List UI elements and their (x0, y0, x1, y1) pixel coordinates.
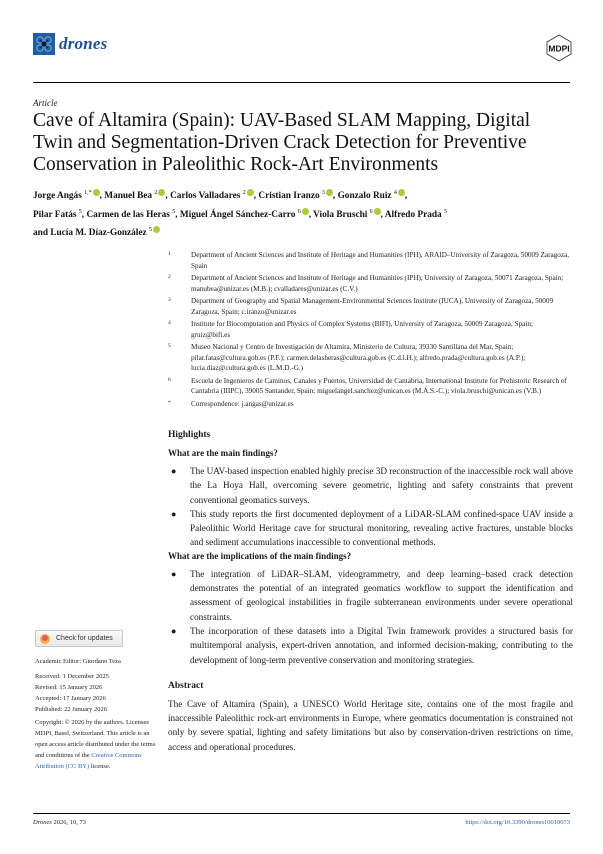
affiliation-number: 2 (168, 274, 171, 280)
author-separator: , (404, 191, 408, 202)
orcid-icon[interactable] (326, 189, 333, 196)
affiliation-number: 6 (168, 376, 171, 383)
author-separator: , (81, 209, 87, 220)
author-separator: , (175, 209, 180, 220)
abstract-heading: Abstract (168, 680, 204, 691)
orcid-icon[interactable] (302, 208, 309, 215)
footer-divider (33, 813, 570, 814)
article-info-sidebar (35, 656, 163, 772)
copyright-notice: Copyright: © 2026 by the authors. Licensee MDPI, Basel, Switzerland. This article is an open access article distributed under the terms and conditions of the Creative Commons Attribution (CC BY) license. (35, 719, 156, 770)
doi-link[interactable]: https://doi.org/10.3390/drones10010073 (465, 819, 570, 826)
author-name: Cristian Iranzo (258, 191, 320, 202)
author-affiliation-marker: 4 (393, 190, 397, 196)
affiliation-text: Correspondence: j.angas@unizar.es (191, 399, 294, 408)
orcid-icon[interactable] (93, 189, 100, 196)
affiliation-item (168, 399, 573, 410)
author-name: Carlos Valladares (170, 191, 241, 202)
orcid-icon[interactable] (153, 226, 160, 233)
author-affiliation-marker: 5 (78, 208, 82, 215)
author-affiliation-marker: 5 (172, 208, 176, 215)
affiliation-text: Department of Ancient Sciences and Institute of Heritage and Humanities (IPH), University of Zaragoza, 50071 Zaragoza, Spain; manubea@unizar.es (M.B.); cvalladares@unizar.es (C.V.) (191, 274, 564, 293)
header-divider (33, 82, 570, 83)
list-item: ● The integration of LiDAR–SLAM, videogrammetry, and deep learning–based crack detection demonstrates the potential of an integrated geomatics workflow to support the identification and assessment of geological instabilities in fragile subterranean environments under severe operational constraints. (171, 568, 573, 622)
affiliation-text: Museo Nacional y Centro de Investigación de Altamira, Ministerio de Cultura, 39330 Santillana del Mar, Spain; pilar.fatas@cultura.gob.es (P.F.); carmen.delasheras@cultura.gob.es (C.d.l.H.); alfredo.prada@cultura.gob.es (A.P.); lucia.diaz@cultura.gob.es (L.M.D.-G.) (191, 343, 526, 372)
author-affiliation-marker: 6 (297, 208, 301, 215)
list-item: ● The incorporation of these datasets into a Digital Twin framework provides a structured basis for multitemporal analysis, expert-driven annotation, and informed decision-making, contributing to the development of long-term preventive conservation and monitoring strategies. (171, 625, 573, 665)
affiliation-number: 4 (168, 320, 171, 326)
affiliation-item (168, 296, 573, 317)
published-date: Published: 22 January 2026 (35, 706, 108, 713)
footer-volume: 2026, 10, 73 (51, 819, 87, 826)
license-link[interactable]: Creative Commons Attribution (CC BY) (35, 752, 142, 770)
affiliation-number: * (168, 399, 171, 406)
author-separator: , (99, 191, 105, 202)
author-affiliation-marker: 3 (321, 190, 325, 196)
author-separator: , (380, 209, 385, 220)
orcid-icon[interactable] (398, 189, 405, 196)
list-item: ● The UAV-based inspection enabled highly precise 3D reconstruction of the inaccessible rock wall above the La Hoya Hall, overcoming severe geometric, lighting and safety constraints that prevent conventional geomatics surveys. (171, 466, 573, 505)
revised-date: Revised: 15 January 2026 (35, 684, 103, 691)
highlights-heading: Highlights (168, 430, 211, 440)
affiliation-number: 5 (168, 343, 171, 349)
highlights-question-1: What are the main findings? (168, 448, 278, 458)
affiliation-item (168, 319, 573, 340)
bullet-icon: ● (171, 508, 177, 519)
mdpi-logo-text: MDPI (548, 43, 570, 54)
academic-editor: Academic Editor: Giordano Teza (35, 658, 121, 665)
author-name: Carmen de las Heras (86, 209, 170, 220)
affiliation-text: Department of Geography and Spatial Management-Environmental Sciences Institute (IUCA), University of Zaragoza, 50009 Zaragoza, Spain; c.iranzo@unizar.es (191, 297, 554, 316)
author-affiliation-marker: 2 (154, 190, 158, 196)
affiliations (168, 250, 573, 411)
check-updates-label: Check for updates (56, 635, 113, 642)
author-separator: , (332, 191, 338, 202)
affiliation-item (168, 250, 573, 271)
affiliation-text: Escuela de Ingenieros de Caminos, Canales y Puertos, Universidad de Cantabria, International Institute for Prehistoric Research of Cantabria (IIIPC), 39005 Santander, Spain; miguelangel.sanchez@unican.es (M.Á.S.-C.); viola.bruschi@unican.es (V.B.) (191, 376, 567, 395)
check-for-updates-button[interactable] (35, 630, 123, 647)
article-type: Article (33, 98, 58, 108)
author-affiliation-marker: 1,* (84, 190, 92, 196)
footer-citation (33, 819, 86, 826)
footer-journal: Drones (33, 819, 52, 826)
affiliation-number: 3 (168, 297, 171, 303)
list-item: ● This study reports the first documented deployment of a LiDAR-SLAM confined-space UAV inside a Paleolithic World Heritage cave for structural monitoring, revealing active fractures, unstable blocks and sediment accumulations inaccessible to conventional methods. (171, 508, 573, 548)
drones-logo-icon (33, 33, 55, 55)
author-affiliation-marker: 2 (242, 190, 246, 196)
affiliation-item (168, 342, 573, 374)
bullet-icon: ● (171, 625, 177, 636)
affiliation-text: Institute for Biocomputation and Physics of Complex Systems (BIFI), University of Zaragoza, 50009 Zaragoza, Spain; gruiz@bifi.es (191, 320, 533, 339)
affiliation-item (168, 376, 573, 397)
orcid-icon[interactable] (374, 208, 381, 215)
author-name: Viola Bruschi (313, 209, 368, 220)
author-name: Gonzalo Ruiz (337, 191, 392, 202)
author-separator: , (308, 209, 314, 220)
author-name: Pilar Fatás (33, 209, 77, 220)
author-name: Alfredo Prada (384, 209, 442, 220)
abstract-text: The Cave of Altamira (Spain), a UNESCO World Heritage site, contains one of the most fragile and inaccessible Paleolithic rock-art environments in Europe, where geomatics documentation is constrained not only by severe spatial, lighting and safety limitations but also by conservation-driven restrictions on time, access and operational procedures. (168, 698, 573, 752)
author-name: and Lucía M. Díaz-González (33, 228, 147, 239)
author-separator: , (253, 191, 259, 202)
highlights-question-2: What are the implications of the main findings? (168, 550, 352, 561)
accepted-date: Accepted: 17 January 2026 (35, 695, 106, 702)
author-affiliation-marker: 6 (369, 208, 373, 215)
bullet-icon: ● (171, 568, 177, 579)
affiliation-number: 1 (168, 251, 171, 257)
article-title: Cave of Altamira (Spain): UAV-Based SLAM Mapping, Digital Twin and Segmentation-Driven Crack Detection for Preventive Conservation in Paleolithic Rock-Art Environments (33, 110, 531, 175)
bullet-icon: ● (171, 466, 177, 476)
author-separator: , (165, 191, 171, 202)
affiliation-item (168, 273, 573, 294)
received-date: Received: 1 December 2025 (35, 673, 109, 680)
implications-list (168, 567, 573, 667)
author-name: Manuel Bea (104, 191, 153, 202)
findings-list (168, 464, 573, 550)
author-list (33, 186, 573, 242)
affiliation-text: Department of Ancient Sciences and Institute of Heritage and Humanities (IPH), ARAID–University of Zaragoza, 50009 Zaragoza, Spain (191, 251, 570, 270)
check-updates-icon (40, 634, 50, 644)
mdpi-logo-icon (544, 33, 574, 63)
orcid-icon[interactable] (247, 189, 254, 196)
author-name: Miguel Ángel Sánchez-Carro (179, 209, 296, 220)
journal-name: drones (59, 34, 108, 53)
author-affiliation-marker: 5 (444, 208, 448, 215)
author-affiliation-marker: 5 (148, 227, 152, 234)
author-name: Jorge Angás (33, 191, 82, 202)
highlights-section (168, 430, 573, 754)
